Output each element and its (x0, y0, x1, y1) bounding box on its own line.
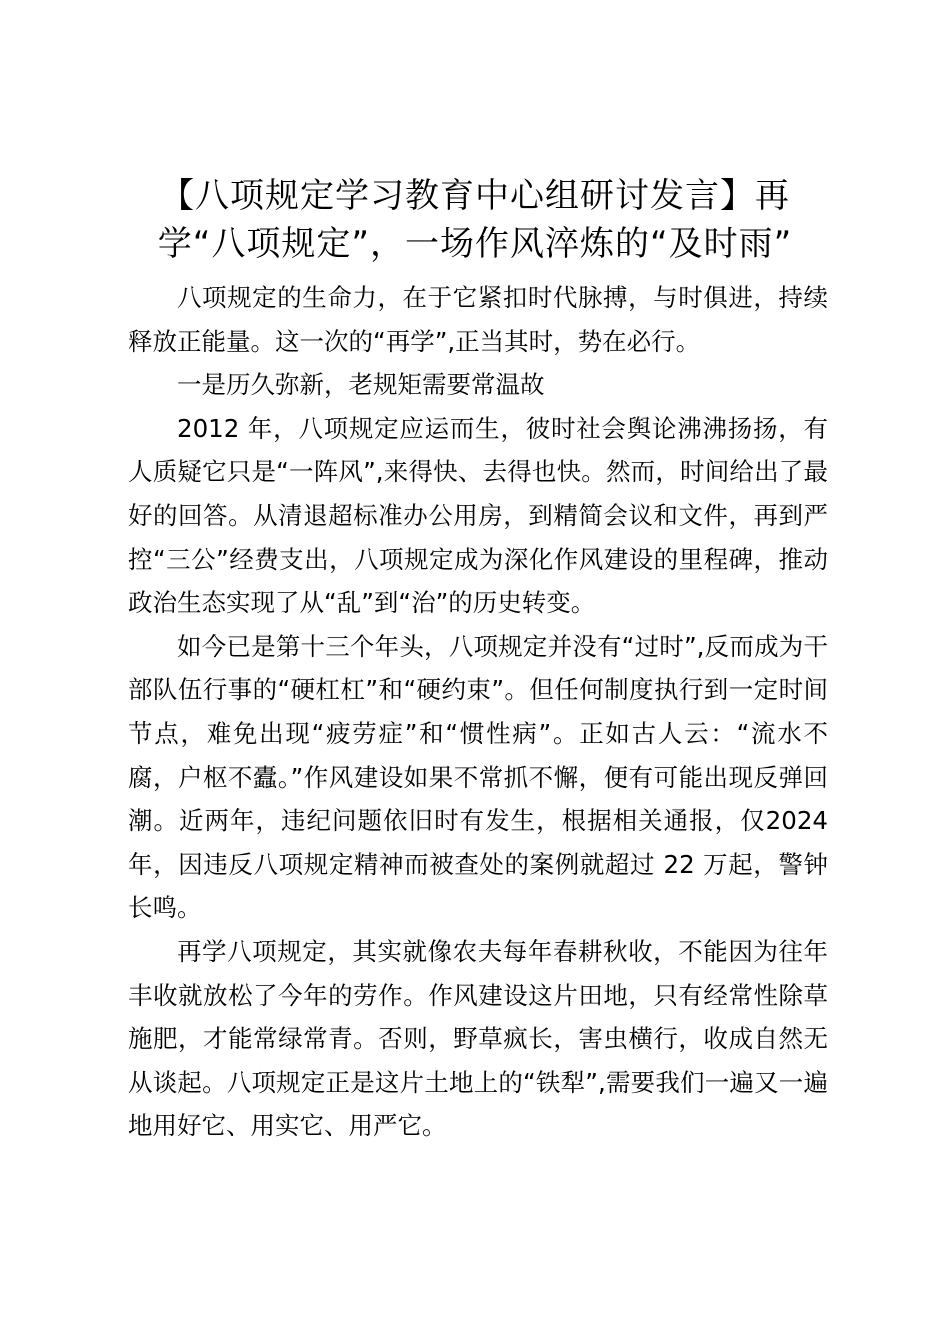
section-heading: 一是历久弥新，老规矩需要常温故 (177, 370, 545, 400)
paragraph-present: 如今已是第十三个年头，八项规定并没有“过时”,反而成为干部队伍行事的“硬杠杠”和“硬约束”。但任何制度执行到一定时间节点，难免出现“疲劳症”和“惯性病”。正如古人云：“流水不腐，户枢不蠹。”作风建设如果不常抓不懈，便有可能出现反弹回潮。近两年，违纪问题依旧时有发生，根据相关通报，仅2024 年，因违反八项规定精神而被查处的案例就超过 22 万起，警钟长鸣。 (128, 631, 828, 923)
paragraph-history: 2012 年，八项规定应运而生，彼时社会舆论沸沸扬扬，有人质疑它只是“一阵风”,来得快、去得也快。然而，时间给出了最好的回答。从清退超标准办公用房，到精简会议和文件，再到严控“三公”经费支出，八项规定成为深化作风建设的里程碑，推动政治生态实现了从“乱”到“治”的历史转变。 (128, 413, 828, 618)
document-body (128, 276, 828, 1148)
paragraph-intro: 八项规定的生命力，在于它紧扣时代脉搏，与时俱进，持续释放正能量。这一次的“再学”,正当其时，势在必行。 (128, 283, 828, 356)
paragraph-relearn: 再学八项规定，其实就像农夫每年春耕秋收，不能因为往年丰收就放松了今年的劳作。作风建设这片田地，只有经常性除草施肥，才能常绿常青。否则，野草疯长，害虫横行，收成自然无从谈起。八项规定正是这片土地上的“铁犁”,需要我们一遍又一遍地用好它、用实它、用严它。 (128, 936, 828, 1141)
document-title: 【八项规定学习教育中心组研讨发言】再学“八项规定”，一场作风淬炼的“及时雨” (157, 176, 793, 264)
